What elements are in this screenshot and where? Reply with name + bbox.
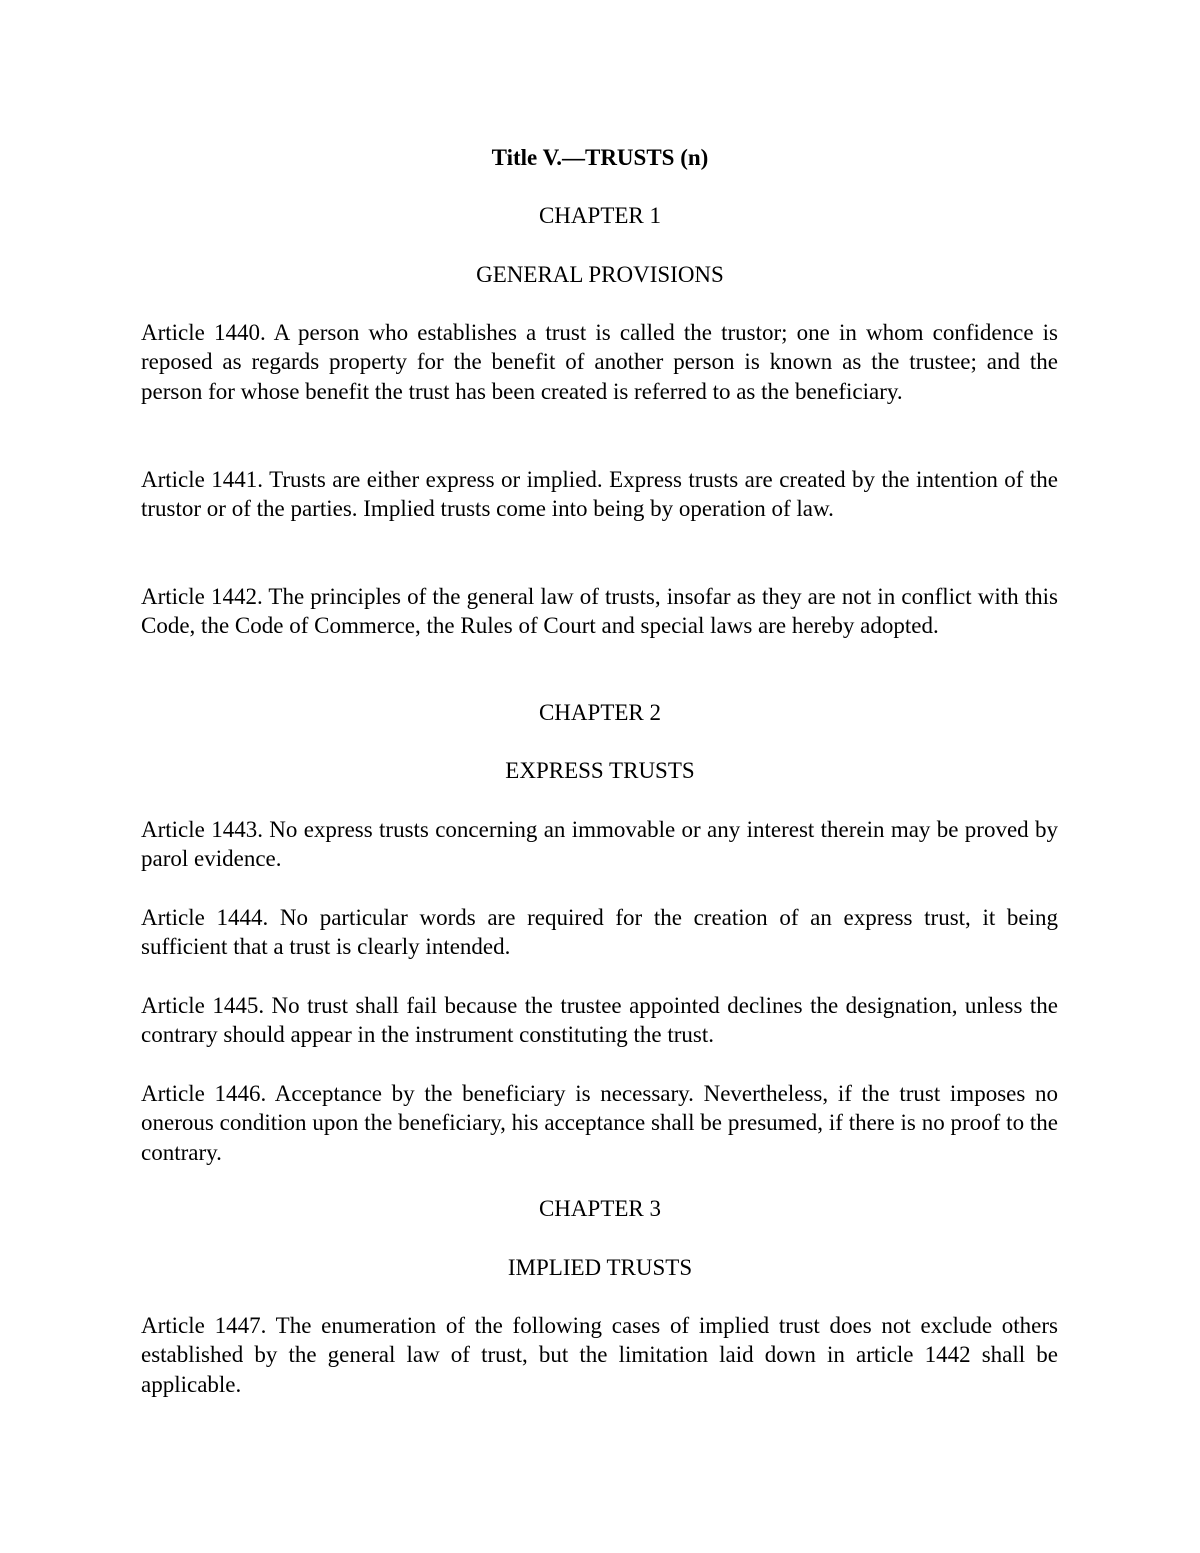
document-title: Title V.—TRUSTS (n) [491, 145, 709, 170]
article-1447: Article 1447. The enumeration of the following cases of implied trust does not exclude others established by the general law of trust, but the limitation laid down in article 1442 shall be applicable. [141, 1313, 1058, 1397]
chapter-1-label: CHAPTER 1 [538, 203, 662, 228]
chapter-3-heading: IMPLIED TRUSTS [507, 1255, 693, 1280]
article-1441: Article 1441. Trusts are either express or implied. Express trusts are created by the intention of the trustor or of the parties. Implied trusts come into being by operation of law. [141, 467, 1058, 522]
article-1442: Article 1442. The principles of the general law of trusts, insofar as they are not in conflict with this Code, the Code of Commerce, the Rules of Court and special laws are hereby adopted. [141, 584, 1058, 639]
article-1445: Article 1445. No trust shall fail because the trustee appointed declines the designation, unless the contrary should appear in the instrument constituting the trust. [141, 993, 1058, 1048]
article-1446: Article 1446. Acceptance by the beneficiary is necessary. Nevertheless, if the trust imposes no onerous condition upon the beneficiary, his acceptance shall be presumed, if there is no proof to the contrary. [141, 1081, 1058, 1165]
chapter-3-label: CHAPTER 3 [538, 1196, 662, 1221]
chapter-2-heading: EXPRESS TRUSTS [505, 758, 695, 783]
chapter-2-label: CHAPTER 2 [538, 700, 662, 725]
article-1443: Article 1443. No express trusts concerning an immovable or any interest therein may be proved by parol evidence. [141, 817, 1058, 872]
article-1440: Article 1440. A person who establishes a trust is called the trustor; one in whom confidence is reposed as regards property for the benefit of another person is known as the trustee; and the person for whose benefit the trust has been created is referred to as the beneficiary. [141, 320, 1058, 404]
chapter-1-heading: GENERAL PROVISIONS [476, 262, 724, 287]
article-1444: Article 1444. No particular words are required for the creation of an express trust, it being sufficient that a trust is clearly intended. [141, 905, 1058, 960]
